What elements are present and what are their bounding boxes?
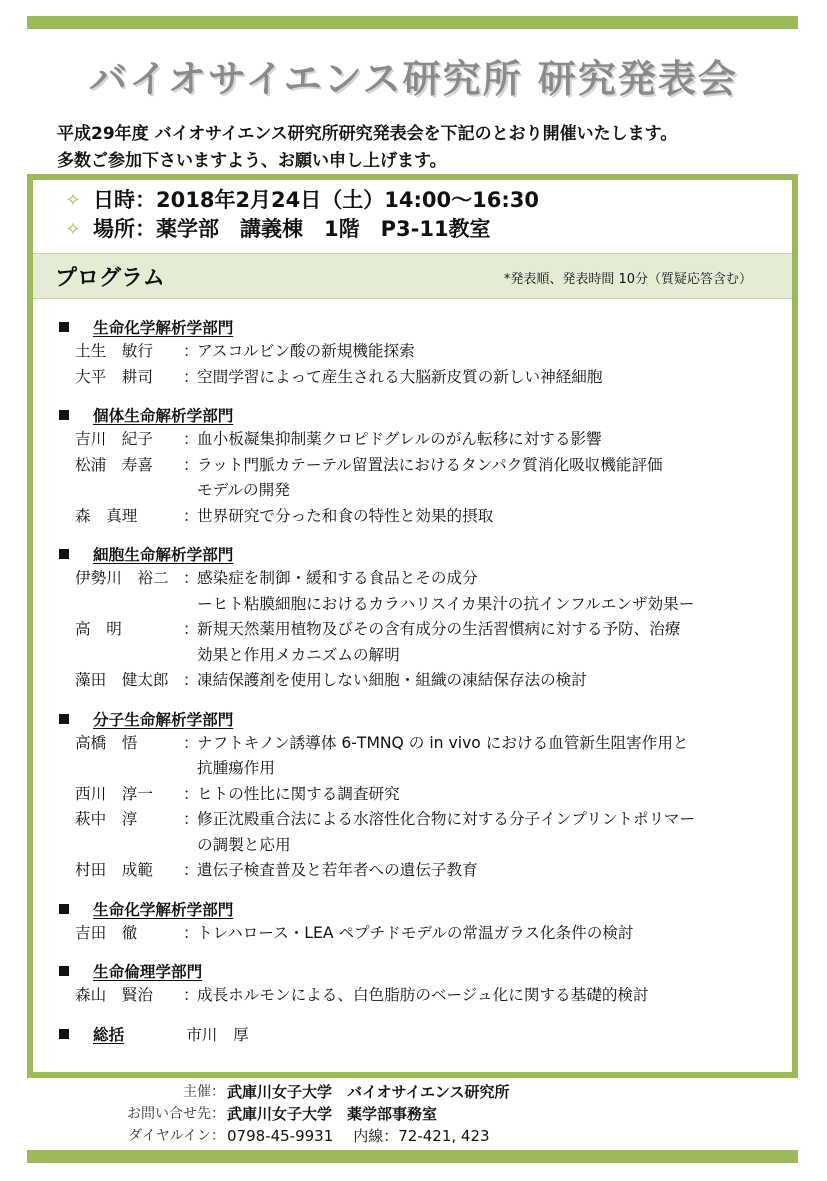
program-list [56,315,786,1046]
colon-separator: ： [183,784,199,803]
square-bullet-icon [59,904,69,914]
department-heading [56,315,786,339]
presenter-name: 高橋 悟 [75,733,138,752]
presentation-entry [56,566,786,617]
presenter-name: 大平 耕司 [75,367,153,386]
presentation-title-line: 世界研究で分った和食の特性と効果的摂取 [197,506,494,525]
department-name: 分子生命解析学部門 [93,710,234,729]
colon-separator: ： [183,986,199,1004]
presentation-entry [56,731,786,782]
presentation-title [197,807,786,858]
presentation-title-line: 血小板凝集抑制薬クロピドグレルのがん転移に対する影響 [197,430,602,448]
presentation-title-line: トレハロース・LEA ペプチドモデルの常温ガラス化条件の検討 [197,923,634,942]
department-section [56,897,786,947]
presenter-name: 村田 成範 [75,861,153,879]
intro-line: 多数ご参加下さいますよう、お願い申し上げます。 [57,151,447,171]
program-header [33,253,792,299]
department-heading [56,707,786,731]
presentation-entry [56,782,786,808]
presentation-title-line: 修正沈殿重合法による水溶性化合物に対する分子インプリントポリマー [197,810,696,828]
presenter-name: 森山 賢治 [75,986,153,1004]
presentation-title [197,921,786,947]
phone-row [0,1125,827,1147]
program-note: *発表順、発表時間 10分（質疑応答含む） [503,272,752,287]
presentation-title-line: 凍結保護剤を使用しない細胞・組織の凍結保存法の検討 [197,671,587,689]
department-section [56,403,786,529]
closing-remarks [56,1022,786,1046]
event-info [56,186,539,244]
contact-value: 武庫川女子大学 薬学部事務室 [227,1105,438,1123]
datetime-row [56,186,539,215]
department-section [56,315,786,390]
presentation-title-line: モデルの開発 [197,481,290,499]
presentation-title-line: 新規天然薬用植物及びその含有成分の生活習慣病に対する予防、治療 [197,620,681,638]
colon-separator: ： [183,455,199,474]
phone-value: 0798-45-9931 [227,1127,334,1145]
colon-separator: ： [183,506,199,525]
presentation-entry [56,617,786,668]
department-name: 生命倫理学部門 [93,963,203,981]
colon-separator: ： [183,733,199,752]
contact-label: お問い合せ先： [127,1106,225,1122]
contact-row [0,1103,827,1125]
page-title: バイオサイエンス研究所 研究発表会 [89,56,738,101]
intro-line: 平成29年度 バイオサイエンス研究所研究発表会を下記のとおり開催いたします。 [57,124,678,144]
presentation-title-line: ヒトの性比に関する調査研究 [197,784,400,803]
presenter-name: 土生 敏行 [75,342,153,360]
presentation-title [197,617,786,668]
presentation-title-line: ーヒト粘膜細胞におけるカラハリスイカ果汁の抗インフルエンザ効果ー [197,594,695,613]
presentation-title-line: 抗腫瘍作用 [197,759,275,777]
organizer-label: 主催： [183,1084,225,1100]
presentation-title-line: 効果と作用メカニズムの解明 [197,645,400,664]
presentation-entry [56,453,786,504]
colon-separator: ： [183,342,199,360]
presentation-title [197,504,786,530]
presentation-title-line: ナフトキノン誘導体 6-TMNQ の in vivo における血管新生阻害作用と [197,733,689,752]
presentation-title-line: 感染症を制御・緩和する食品とその成分 [197,569,478,587]
department-section [56,542,786,694]
presenter-name: 伊勢川 裕二 [75,569,169,587]
closing-person: 市川 厚 [186,1025,249,1044]
department-name: 細胞生命解析学部門 [93,546,234,564]
colon-separator: ： [183,671,199,689]
presentation-title [197,339,786,365]
presentation-title-line: 遺伝子検査普及と若年者への遺伝子教育 [197,861,478,879]
presentation-entry [56,427,786,453]
presentation-title [197,983,786,1009]
top-accent-bar [27,16,798,29]
presentation-title [197,858,786,884]
closing-label: 総括 [93,1025,125,1044]
presenter-name: 松浦 寿喜 [75,455,153,474]
colon-separator: ： [183,861,199,879]
presentation-title-line: 空間学習によって産生される大脳新皮質の新しい神経細胞 [197,367,603,386]
extension-value: 内線：72-421, 423 [353,1127,490,1145]
department-section [56,707,786,884]
square-bullet-icon [59,714,69,724]
phone-label: ダイヤルイン： [128,1128,225,1144]
place-row [56,215,539,244]
department-heading [56,542,786,566]
presentation-entry [56,983,786,1009]
colon-separator: ： [183,367,199,386]
presenter-name: 高 明 [75,620,122,638]
presenter-name: 吉川 紀子 [75,430,153,448]
department-name: 生命化学解析学部門 [93,900,234,919]
colon-separator: ： [183,923,199,942]
presentation-entry [56,858,786,884]
presentation-title [197,668,786,694]
presentation-title [197,782,786,808]
presentation-title [197,453,786,504]
footer [0,1081,827,1147]
presentation-entry [56,339,786,365]
square-bullet-icon [59,410,69,420]
square-bullet-icon [59,966,69,976]
bottom-accent-bar [27,1150,798,1163]
presentation-entry [56,365,786,391]
department-heading [56,897,786,921]
organizer-row [0,1081,827,1103]
colon-separator: ： [183,430,199,448]
presentation-title-line: の調製と応用 [197,835,291,854]
presentation-entry [56,807,786,858]
presentation-title [197,566,786,617]
square-bullet-icon [59,322,69,332]
sparkle-icon: ✧ [65,190,81,211]
presentation-title-line: 成長ホルモンによる、白色脂肪のベージュ化に関する基礎的検討 [197,986,649,1004]
presentation-title [197,365,786,391]
square-bullet-icon [59,1029,69,1039]
organizer-value: 武庫川女子大学 バイオサイエンス研究所 [227,1083,510,1101]
presentation-entry [56,668,786,694]
presentation-entry [56,504,786,530]
program-heading: プログラム [55,266,165,291]
presenter-name: 西川 淳一 [75,784,153,803]
presenter-name: 萩中 淳 [75,810,138,828]
presentation-title-line: ラット門脈カテーテル留置法におけるタンパク質消化吸収機能評価 [197,455,663,474]
presenter-name: 吉田 徹 [75,923,138,942]
presentation-title-line: アスコルビン酸の新規機能探索 [197,342,415,360]
colon-separator: ： [183,810,199,828]
datetime-text: 日時：2018年2月24日（土）14:00〜16:30 [93,188,539,212]
presentation-title [197,731,786,782]
colon-separator: ： [183,620,199,638]
sparkle-icon: ✧ [65,219,81,240]
square-bullet-icon [59,549,69,559]
presenter-name: 藻田 健太郎 [75,671,169,689]
place-text: 場所：薬学部 講義棟 1階 P3-11教室 [93,217,491,241]
department-section [56,959,786,1009]
department-name: 個体生命解析学部門 [93,407,234,425]
intro-text [57,121,677,175]
colon-separator: ： [183,569,199,587]
department-heading [56,959,786,983]
presenter-name: 森 真理 [75,506,138,525]
department-name: 生命化学解析学部門 [93,319,234,337]
presentation-entry [56,921,786,947]
department-heading [56,403,786,427]
presentation-title [197,427,786,453]
